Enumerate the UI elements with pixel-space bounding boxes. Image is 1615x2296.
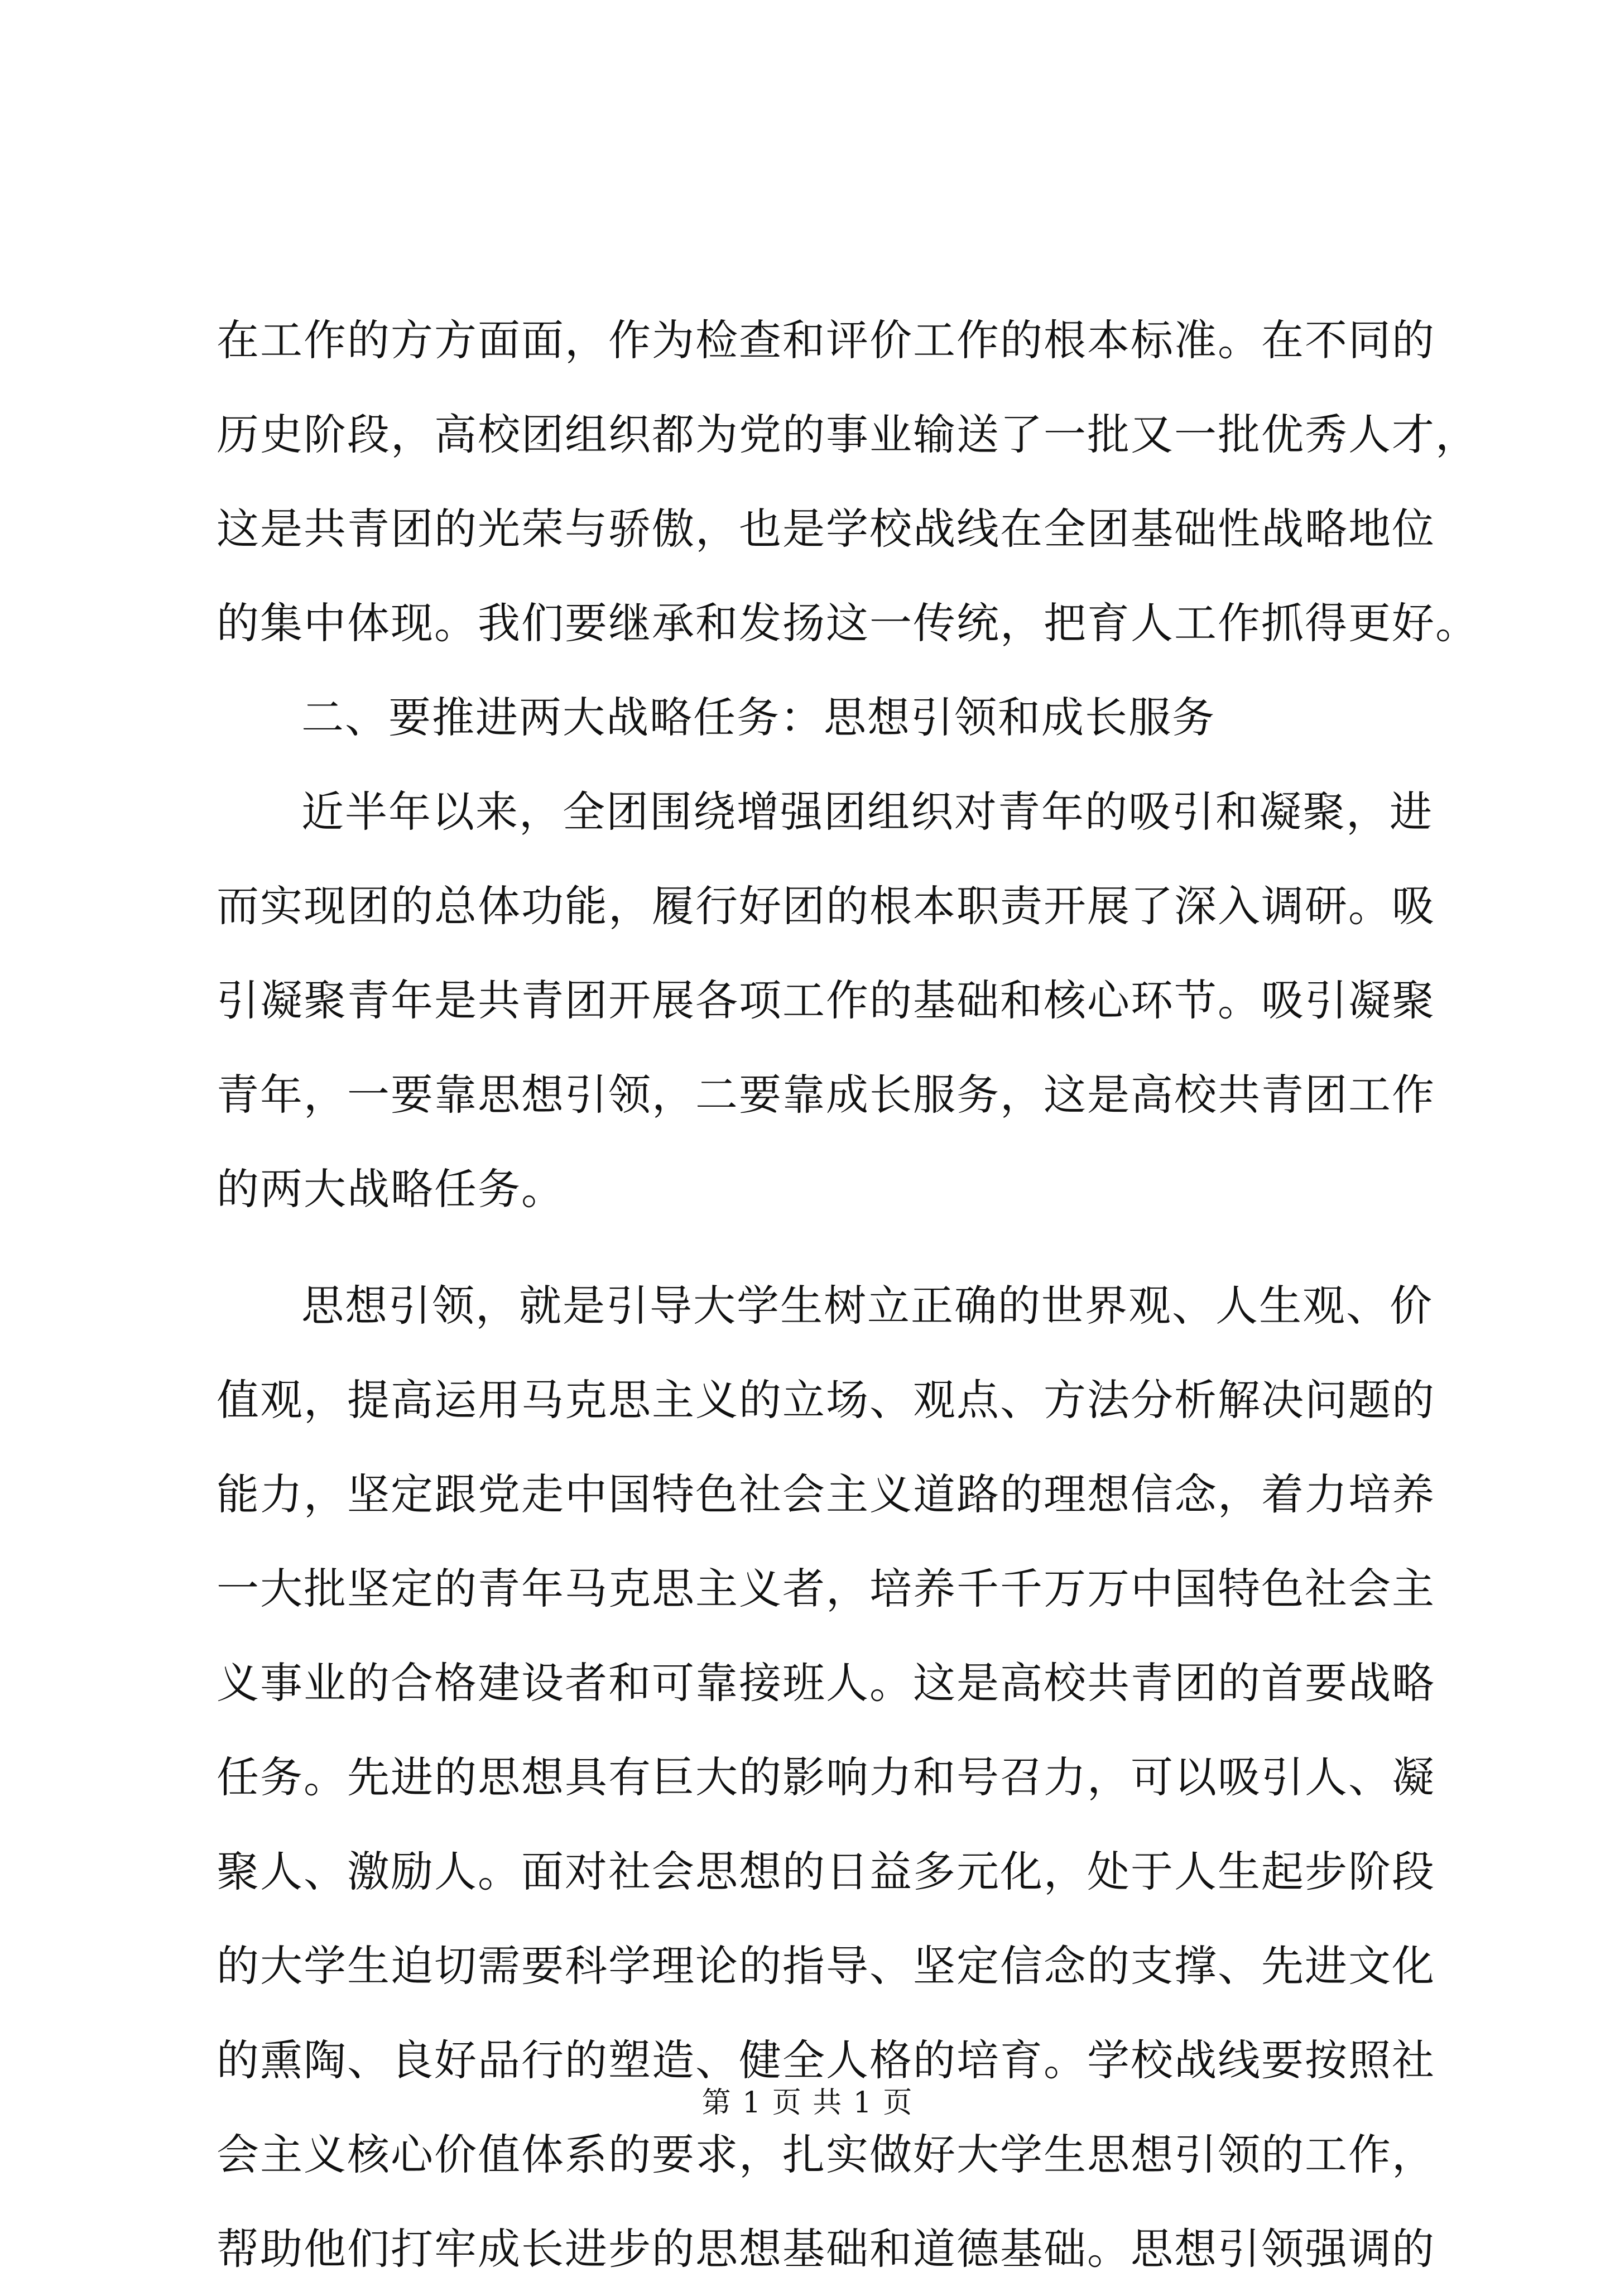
- paragraph-3-line-9: 的熏陶、良好品行的塑造、健全人格的培育。学校战线要按照社: [217, 2035, 1435, 2085]
- paragraph-1-line-3: 这是共青团的光荣与骄傲，也是学校战线在全团基础性战略地位: [217, 504, 1435, 554]
- paragraph-2-line-2: 而实现团的总体功能，履行好团的根本职责开展了深入调研。吸: [217, 881, 1435, 931]
- paragraph-3-line-11: 帮助他们打牢成长进步的思想基础和道德基础。思想引领强调的: [217, 2224, 1435, 2274]
- paragraph-1-line-4: 的集中体现。我们要继承和发扬这一传统，把育人工作抓得更好。: [217, 598, 1479, 648]
- paragraph-3-line-1: 思想引领，就是引导大学生树立正确的世界观、人生观、价: [301, 1281, 1433, 1330]
- paragraph-1-line-1: 在工作的方方面面，作为检查和评价工作的根本标准。在不同的: [217, 315, 1435, 365]
- paragraph-3-line-7: 聚人、激励人。面对社会思想的日益多元化，处于人生起步阶段: [217, 1847, 1435, 1896]
- paragraph-1-line-2: 历史阶段，高校团组织都为党的事业输送了一批又一批优秀人才，: [217, 410, 1479, 459]
- paragraph-3-line-5: 义事业的合格建设者和可靠接班人。这是高校共青团的首要战略: [217, 1658, 1435, 1708]
- section-heading-2: 二、要推进两大战略任务：思想引领和成长服务: [301, 693, 1215, 742]
- page-footer: 第 1 页 共 1 页: [701, 2086, 914, 2120]
- paragraph-3-line-10: 会主义核心价值体系的要求，扎实做好大学生思想引领的工作，: [217, 2130, 1435, 2179]
- paragraph-2-line-1: 近半年以来，全团围绕增强团组织对青年的吸引和凝聚，进: [301, 787, 1433, 837]
- paragraph-2-line-3: 引凝聚青年是共青团开展各项工作的基础和核心环节。吸引凝聚: [217, 976, 1435, 1025]
- paragraph-3-line-4: 一大批坚定的青年马克思主义者，培养千千万万中国特色社会主: [217, 1564, 1435, 1613]
- document-body: [217, 293, 1479, 2296]
- paragraph-3-line-2: 值观，提高运用马克思主义的立场、观点、方法分析解决问题的: [217, 1375, 1435, 1425]
- paragraph-3-line-8: 的大学生迫切需要科学理论的指导、坚定信念的支撑、先进文化: [217, 1941, 1435, 1991]
- paragraph-3-line-3: 能力，坚定跟党走中国特色社会主义道路的理想信念，着力培养: [217, 1469, 1435, 1519]
- paragraph-3-line-6: 任务。先进的思想具有巨大的影响力和号召力，可以吸引人、凝: [217, 1752, 1435, 1802]
- paragraph-2-line-5: 的两大战略任务。: [217, 1164, 565, 1214]
- paragraph-2-line-4: 青年，一要靠思想引领，二要靠成长服务，这是高校共青团工作: [217, 1070, 1435, 1120]
- paragraph-spacer: [217, 1236, 1422, 1259]
